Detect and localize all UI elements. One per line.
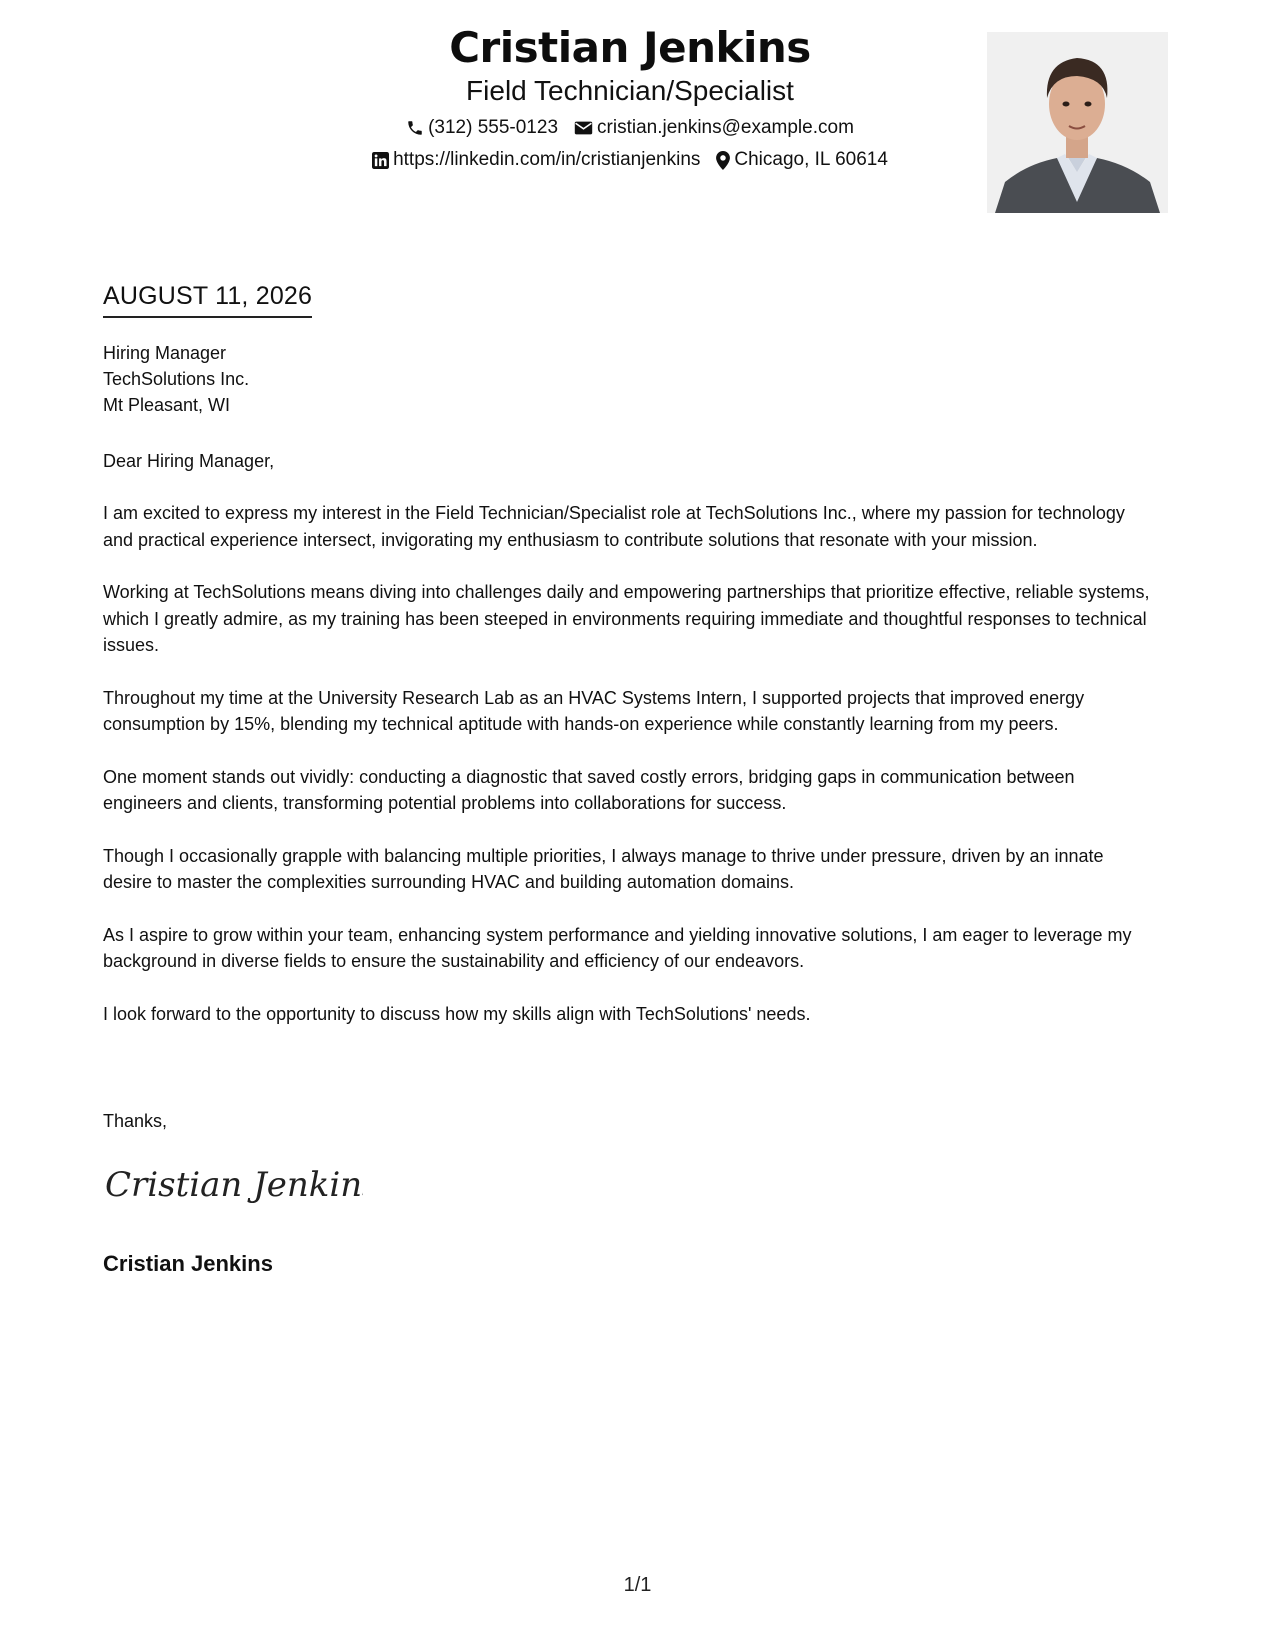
signature-text: Cristian Jenkins bbox=[105, 1165, 363, 1205]
header-info bbox=[250, 22, 1010, 172]
phone-number: (312) 555-0123 bbox=[428, 117, 559, 138]
linkedin-icon bbox=[372, 152, 389, 169]
paragraph: Working at TechSolutions means diving into challenges daily and empowering partnerships that prioritize effective, reliable systems, which I greatly admire, as my training has been steeped in environments requiring immediate and thoughtful responses to technical issues. bbox=[103, 582, 1150, 655]
recipient-title: Hiring Manager bbox=[103, 343, 227, 363]
letter-date: AUGUST 11, 2026 bbox=[103, 280, 312, 318]
contact-row-secondary bbox=[250, 148, 1010, 172]
email-address: cristian.jenkins@example.com bbox=[597, 117, 854, 138]
location-contact bbox=[716, 148, 888, 172]
paragraph: Though I occasionally grapple with balancing multiple priorities, I always manage to thrive under pressure, driven by an innate desire to master the complexities surrounding HVAC and building automation domains. bbox=[103, 845, 1104, 892]
paragraph: I am excited to express my interest in the Field Technician/Specialist role at TechSolutions Inc., where my passion for technology and practical experience intersect, invigorating my enthusiasm to contribute solutions that resonate with your mission. bbox=[103, 503, 1125, 550]
contact-row-primary bbox=[250, 116, 1010, 140]
header bbox=[0, 0, 1275, 240]
profile-photo bbox=[987, 32, 1168, 213]
page-number: 1/1 bbox=[623, 1574, 652, 1596]
linkedin-url: https://linkedin.com/in/cristianjenkins bbox=[393, 149, 701, 170]
salutation: Dear Hiring Manager, bbox=[103, 451, 275, 471]
signer-name: Cristian Jenkins bbox=[103, 1251, 273, 1276]
paragraph: I look forward to the opportunity to discuss how my skills align with TechSolutions' needs. bbox=[103, 1003, 811, 1024]
paragraph: As I aspire to grow within your team, enhancing system performance and yielding innovative solutions, I am eager to leverage my background in diverse fields to ensure the sustainability and efficiency of our endeavors. bbox=[103, 924, 1132, 971]
map-pin-icon bbox=[716, 151, 730, 170]
phone-icon bbox=[406, 119, 424, 137]
closing: Thanks, bbox=[103, 1111, 168, 1131]
recipient-block bbox=[103, 340, 249, 418]
letter-paragraphs bbox=[103, 500, 1153, 1053]
paragraph: One moment stands out vividly: conducting a diagnostic that saved costly errors, bridging gaps in communication between engineers and clients, transforming potential problems into collaborations for success. bbox=[103, 766, 1075, 813]
handwritten-signature bbox=[103, 1158, 363, 1213]
envelope-icon bbox=[574, 120, 593, 136]
location-text: Chicago, IL 60614 bbox=[734, 149, 888, 170]
email-contact[interactable] bbox=[574, 116, 854, 140]
paragraph: Throughout my time at the University Research Lab as an HVAC Systems Intern, I supported projects that improved energy consumption by 15%, blending my technical aptitude with hands-on experience while constantly learning from my peers. bbox=[103, 687, 1085, 734]
job-title: Field Technician/Specialist bbox=[466, 75, 794, 106]
recipient-location: Mt Pleasant, WI bbox=[103, 395, 231, 415]
recipient-company: TechSolutions Inc. bbox=[103, 369, 250, 389]
candidate-name: Cristian Jenkins bbox=[449, 23, 811, 72]
linkedin-contact[interactable] bbox=[372, 148, 700, 172]
phone-contact[interactable] bbox=[406, 116, 558, 140]
